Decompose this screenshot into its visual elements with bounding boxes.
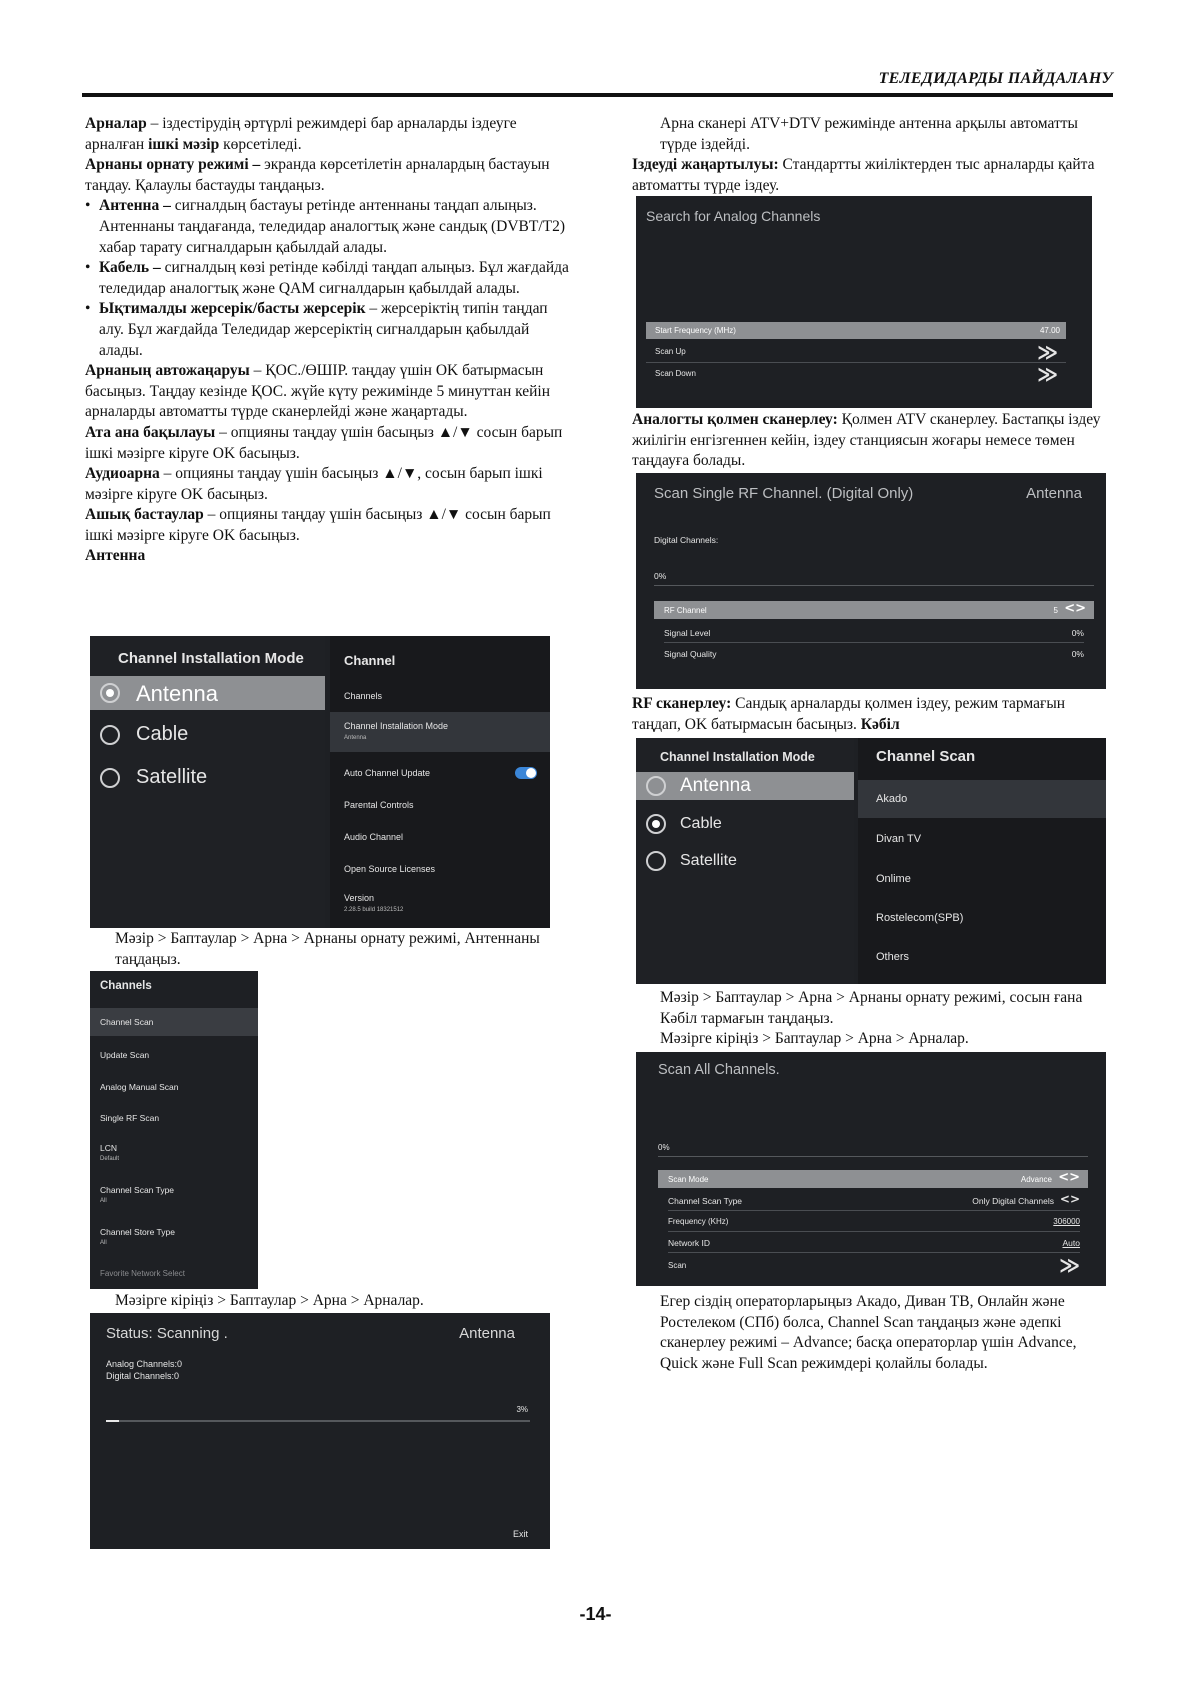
operator-akado[interactable] (858, 780, 1106, 818)
install-mode-panel (90, 636, 325, 928)
option-antenna[interactable] (636, 772, 854, 800)
channels-item-single-rf[interactable]: Single RF Scan (100, 1113, 160, 1123)
chevron-double-right-icon: ≫ (1037, 362, 1058, 386)
paragraph-operators: Егер сіздің операторларыңыз Акадо, Диван ТВ, Онлайн және Ростелеком (СПб) болса, Channel Scan таңдаңыз және әдепкі сканерлеу режимі – Advance; басқа операторлар үшін Advance, Quick және Full Scan режимдері қолайлы болады. (660, 1293, 1077, 1372)
operator-divan-tv[interactable]: Divan TV (876, 833, 922, 845)
option-cable[interactable] (636, 810, 854, 838)
row-network-id[interactable] (668, 1234, 1080, 1253)
paragraph-channels: Арналар – іздестірудің әртүрлі режимдері бар арналарды іздеуге арналған ішкі мәзір көрсетіледі. (85, 115, 517, 153)
menu-item-open-source[interactable]: Open Source Licenses (344, 864, 436, 874)
page-number: -14- (579, 1604, 612, 1624)
paragraph-auto-update: Арнаның автожаңаруы – ҚОС./ӨШІР. таңдау үшін OK батырмасын басыңыз. Таңдау кезінде ҚОС. жүйе күту режимінде 5 минуттан кейін арналарды автоматты түрде сканерлейді және жаңартады. (85, 362, 551, 421)
install-mode-panel (636, 738, 854, 984)
channel-scan-panel (858, 738, 1106, 984)
row-value: 5 (1053, 606, 1058, 615)
row-value[interactable]: Auto (1062, 1238, 1080, 1248)
running-header: ТЕЛЕДИДАРДЫ ПАЙДАЛАНУ (878, 70, 1113, 87)
single-rf-source: Antenna (1026, 485, 1082, 502)
channel-menu-panel (330, 636, 550, 928)
operator-onlime[interactable]: Onlime (876, 873, 911, 885)
digital-channels-label: Digital Channels: (654, 535, 719, 545)
paragraph-analog-manual: Аналогты қолмен сканерлеу: Қолмен ATV сканерлеу. Бастапқы іздеу жиілігін енгізгеннен кейін, іздеу станциясын жоғары немесе төмен таңдауға болады. (632, 411, 1101, 470)
radio-icon (646, 851, 666, 871)
row-value[interactable]: 306000 (1053, 1217, 1080, 1226)
row-scan-mode[interactable] (658, 1170, 1088, 1188)
paragraph-parental: Ата ана бақылауы – опцияны таңдау үшін басыңыз ▲/▼ сосын барып ішкі мәзірге кіруге OK басыңыз. (85, 423, 563, 462)
option-label: Satellite (680, 852, 737, 869)
progress-track (658, 1156, 1088, 1157)
menu-item-version[interactable]: Version (344, 893, 375, 903)
radio-icon (100, 768, 120, 788)
caption-cable-path: Мәзір > Баптаулар > Арна > Арнаны орнату режимі, сосын ғана Кәбіл тармағын таңдаңыз. (660, 989, 1083, 1027)
scan-source: Antenna (459, 1325, 515, 1342)
option-label: Cable (136, 723, 189, 745)
screen-cable-scan (636, 738, 1106, 984)
channels-item-analog[interactable]: Analog Manual Scan (100, 1082, 179, 1092)
left-right-arrows-icon[interactable]: <> (1058, 1170, 1080, 1185)
scan-all-title: Scan All Channels. (658, 1062, 780, 1078)
menu-item-channels[interactable]: Channels (344, 691, 383, 701)
channels-title: Channels (100, 980, 152, 992)
paragraph-audio: Аудиоарна – опцияны таңдау үшін басыңыз ▲/▼, сосын барып ішкі мәзірге кіруге OK басыңыз. (85, 465, 543, 503)
row-label: Scan Down (655, 369, 696, 378)
menu-item-audio-channel[interactable]: Audio Channel (344, 832, 404, 842)
row-label: Start Frequency (MHz) (655, 326, 736, 335)
channels-item-store-type[interactable]: Channel Store Type (100, 1227, 175, 1237)
version-number: 2.28.5 build 18321512 (344, 907, 404, 913)
paragraph-update-scan: Іздеуді жаңартылуы: Стандартты жиіліктерден тыс арналарды қайта автоматты түрде іздеу. (632, 156, 1095, 194)
single-rf-percent: 0% (654, 571, 667, 581)
single-rf-title: Scan Single RF Channel. (Digital Only) (654, 485, 914, 502)
row-label: Channel Scan Type (668, 1196, 743, 1206)
screen-scan-all (636, 1052, 1106, 1286)
channels-item-favorite-network[interactable]: Favorite Network Select (100, 1269, 185, 1278)
radio-selected-icon (100, 683, 120, 703)
left-column-text (85, 114, 575, 567)
row-label: Scan Mode (668, 1175, 709, 1184)
toggle-switch[interactable] (515, 767, 537, 779)
progress-track (654, 585, 1094, 586)
option-label: Antenna (680, 775, 751, 796)
progress-fill (106, 1420, 119, 1422)
chevron-double-right-icon: ≫ (1037, 340, 1058, 364)
channels-item-update[interactable]: Update Scan (100, 1050, 150, 1060)
channel-scan-title: Channel Scan (876, 748, 976, 765)
analog-count: Analog Channels:0 (106, 1359, 183, 1369)
paragraph-antenna-heading: Антенна (85, 547, 146, 565)
header-rule (82, 93, 1113, 97)
row-label: Signal Level (664, 628, 711, 638)
caption-install-mode: Мәзір > Баптаулар > Арна > Арнаны орнату режимі, Антеннаны таңдаңыз. (115, 930, 540, 968)
paragraph-rf-scan: RF сканерлеу: Сандық арналарды қолмен іздеу, режим тармағын таңдап, OK батырмасын басыңыз. Кәбіл (632, 695, 1066, 733)
row-value: Only Digital Channels (972, 1196, 1054, 1206)
option-cable[interactable] (90, 718, 325, 752)
store-type-value: All (100, 1240, 107, 1246)
row-label: Network ID (668, 1238, 711, 1248)
screen-single-rf (636, 473, 1106, 689)
menu-item-sub: Antenna (344, 735, 367, 741)
row-label: Scan Up (655, 347, 686, 356)
analog-search-title: Search for Analog Channels (646, 208, 821, 224)
screen-install-mode (90, 636, 550, 928)
digital-count: Digital Channels:0 (106, 1371, 180, 1381)
left-right-arrows-icon[interactable]: <> (1059, 1192, 1080, 1206)
row-value: Advance (1020, 1175, 1052, 1184)
row-value: 0% (1071, 649, 1084, 659)
bullet-cable: • Кабель – сигналдың көзі ретінде кәбілді таңдап алыңыз. Бұл жағдайда теледидар аналогтық және QAM сигналдарын қабылдай алады. (85, 258, 575, 299)
paragraph-install-mode: Арнаны орнату режимі – экранда көрсетілетін арналардың бастауын таңдау. Қалаулы бастауды таңдаңыз. (85, 156, 550, 194)
item-label: Channel Scan (100, 1017, 154, 1027)
scan-percent: 3% (516, 1405, 528, 1414)
option-satellite[interactable] (636, 847, 854, 875)
screen-channels-menu (90, 971, 258, 1289)
row-scan-up[interactable] (646, 342, 1066, 363)
row-signal-quality (664, 645, 1084, 663)
scan-type-value: All (100, 1198, 107, 1204)
caption-channels-path: Мәзірге кіріңіз > Баптаулар > Арна > Арналар. (660, 1030, 969, 1048)
lcn-value: Default (100, 1156, 120, 1162)
radio-icon (100, 725, 120, 745)
row-label: Signal Quality (664, 649, 717, 659)
row-label: Frequency (KHz) (668, 1217, 729, 1226)
row-value: 0% (1071, 628, 1084, 638)
scan-all-percent: 0% (658, 1143, 670, 1152)
row-value: 47.00 (1039, 326, 1060, 335)
option-label: Antenna (136, 681, 218, 706)
caption-channels: Мәзірге кіріңіз > Баптаулар > Арна > Арналар. (115, 1292, 424, 1309)
chevron-double-right-icon: ≫ (1059, 1253, 1080, 1277)
radio-selected-icon (646, 814, 666, 834)
row-label: RF Channel (664, 606, 707, 615)
channels-item-scan-type[interactable]: Channel Scan Type (100, 1185, 175, 1195)
row-scan-down[interactable] (646, 364, 1066, 384)
exit-button[interactable]: Exit (512, 1529, 528, 1539)
option-label: Satellite (136, 766, 208, 788)
menu-item-auto-update[interactable]: Auto Channel Update (344, 768, 431, 778)
row-start-frequency[interactable] (646, 322, 1066, 339)
channels-item-scan[interactable] (90, 1008, 258, 1036)
channels-item-lcn[interactable]: LCN (100, 1143, 118, 1153)
scan-status: Status: Scanning . (106, 1325, 228, 1342)
paragraph-atv-dtv: Арна сканері ATV+DTV режимінде антенна арқылы автоматты түрде іздейді. (660, 115, 1078, 153)
left-right-arrows-icon[interactable]: <> (1064, 601, 1086, 616)
row-scan[interactable] (668, 1255, 1080, 1277)
row-channel-scan-type[interactable] (668, 1192, 1080, 1211)
radio-icon (646, 776, 666, 796)
operator-others[interactable]: Others (876, 951, 910, 963)
bullet-satellite: • Ықтималды жерсерік/басты жерсерік – жерсеріктің типін таңдап алу. Бұл жағдайда Теледидар жерсеріктің сигналдарын қабылдай алады. (85, 299, 575, 361)
toggle-knob-icon (526, 768, 536, 778)
install-mode-title: Channel Installation Mode (118, 650, 304, 667)
row-rf-channel[interactable] (654, 601, 1094, 619)
progress-track (106, 1420, 530, 1422)
bullet-antenna: • Антенна – сигналдың бастауы ретінде антеннаны таңдап алыңыз. Антеннаны таңдағанда, теледидар аналогтық және сандық (DVBT/T2) хабар тарату сигналдарын қабылдай алады. (85, 196, 575, 258)
right-column-text-top (632, 114, 1112, 196)
screen-scanning (90, 1313, 550, 1549)
operator-rostelecom[interactable]: Rostelecom(SPB) (876, 912, 964, 924)
option-label: Cable (680, 815, 722, 832)
menu-item-install-mode[interactable] (330, 712, 550, 752)
paragraph-open-source: Ашық бастаулар – опцияны таңдау үшін басыңыз ▲/▼ сосын барып ішкі мәзірге кіруге OK басыңыз. (85, 506, 551, 544)
menu-item-parental[interactable]: Parental Controls (344, 800, 414, 810)
screen-analog-search (636, 196, 1092, 408)
caption-cable (660, 988, 1110, 1050)
row-frequency[interactable] (668, 1213, 1080, 1232)
operator-label: Akado (876, 793, 908, 805)
install-mode-title: Channel Installation Mode (660, 750, 815, 764)
option-antenna[interactable] (90, 676, 325, 710)
menu-item-label: Channel Installation Mode (344, 721, 449, 731)
channel-menu-title: Channel (344, 653, 396, 668)
option-satellite[interactable] (90, 761, 325, 795)
row-label: Scan (668, 1261, 687, 1270)
row-signal-level (664, 624, 1084, 643)
